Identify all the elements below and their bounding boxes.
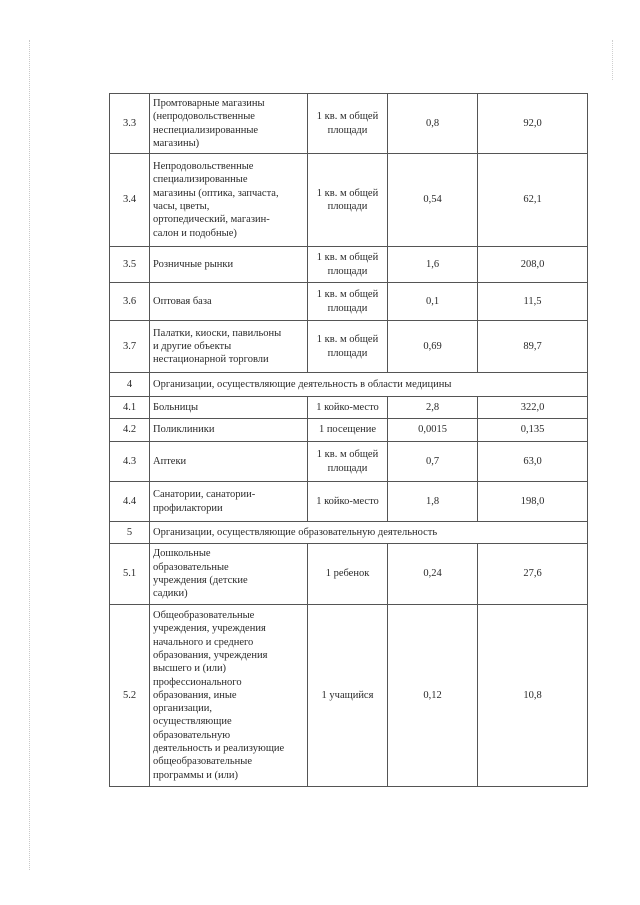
- section-title: Организации, осуществляющие деятельность в области медицины: [150, 373, 588, 397]
- unit-of-measure: 1 койко-место: [308, 397, 388, 419]
- table-row: [110, 544, 588, 605]
- table-row: [110, 94, 588, 154]
- unit-of-measure: 1 кв. м общей площади: [308, 321, 388, 373]
- row-number: 3.6: [110, 283, 150, 321]
- object-name: Санатории, санатории- профилактории: [150, 482, 308, 522]
- annual-value: 63,0: [478, 442, 588, 482]
- unit-of-measure: 1 койко-место: [308, 482, 388, 522]
- annual-value: 89,7: [478, 321, 588, 373]
- unit-of-measure: 1 учащийся: [308, 605, 388, 787]
- section-number: 4: [110, 373, 150, 397]
- table-row: [110, 605, 588, 787]
- row-number: 5.2: [110, 605, 150, 787]
- annual-value: 27,6: [478, 544, 588, 605]
- annual-value: 0,135: [478, 419, 588, 442]
- row-number: 4.2: [110, 419, 150, 442]
- annual-value: 322,0: [478, 397, 588, 419]
- section-title: Организации, осуществляющие образовательную деятельность: [150, 522, 588, 544]
- norm-value: 0,8: [388, 94, 478, 154]
- annual-value: 198,0: [478, 482, 588, 522]
- section-number: 5: [110, 522, 150, 544]
- annual-value: 208,0: [478, 247, 588, 283]
- row-number: 3.3: [110, 94, 150, 154]
- norm-value: 0,7: [388, 442, 478, 482]
- norm-value: 0,69: [388, 321, 478, 373]
- section-row: [110, 373, 588, 397]
- object-name: Промтоварные магазины (непродовольственные неспециализированные магазины): [150, 94, 308, 154]
- row-number: 3.7: [110, 321, 150, 373]
- page-right-edge: [612, 40, 613, 80]
- norm-value: 0,1: [388, 283, 478, 321]
- table-row: [110, 442, 588, 482]
- table-row: [110, 321, 588, 373]
- object-name: Больницы: [150, 397, 308, 419]
- table-row: [110, 419, 588, 442]
- object-name: Оптовая база: [150, 283, 308, 321]
- norm-value: 1,6: [388, 247, 478, 283]
- unit-of-measure: 1 кв. м общей площади: [308, 283, 388, 321]
- object-name: Непродовольственные специализированные магазины (оптика, запчаста, часы, цветы, ортопедический, магазин- салон и подобные): [150, 154, 308, 247]
- row-number: 3.4: [110, 154, 150, 247]
- norm-value: 2,8: [388, 397, 478, 419]
- object-name: Палатки, киоски, павильоны и другие объекты нестационарной торговли: [150, 321, 308, 373]
- row-number: 4.3: [110, 442, 150, 482]
- unit-of-measure: 1 ребенок: [308, 544, 388, 605]
- norms-table: [109, 93, 588, 787]
- row-number: 4.4: [110, 482, 150, 522]
- table-row: [110, 247, 588, 283]
- table-row: [110, 283, 588, 321]
- table-row: [110, 482, 588, 522]
- table-row: [110, 397, 588, 419]
- norm-value: 0,24: [388, 544, 478, 605]
- unit-of-measure: 1 кв. м общей площади: [308, 154, 388, 247]
- object-name: Дошкольные образовательные учреждения (детские садики): [150, 544, 308, 605]
- row-number: 5.1: [110, 544, 150, 605]
- unit-of-measure: 1 кв. м общей площади: [308, 247, 388, 283]
- row-number: 3.5: [110, 247, 150, 283]
- norm-value: 1,8: [388, 482, 478, 522]
- annual-value: 92,0: [478, 94, 588, 154]
- section-row: [110, 522, 588, 544]
- annual-value: 11,5: [478, 283, 588, 321]
- unit-of-measure: 1 кв. м общей площади: [308, 94, 388, 154]
- annual-value: 62,1: [478, 154, 588, 247]
- object-name: Розничные рынки: [150, 247, 308, 283]
- table-row: [110, 154, 588, 247]
- object-name: Общеобразовательные учреждения, учреждения начального и среднего образования, учреждения высшего и (или) профессионального образования, иные организации, осуществляющие образовательную деятельность и реализующие общеобразовательные программы и (или): [150, 605, 308, 787]
- unit-of-measure: 1 посещение: [308, 419, 388, 442]
- object-name: Поликлиники: [150, 419, 308, 442]
- object-name: Аптеки: [150, 442, 308, 482]
- norm-value: 0,0015: [388, 419, 478, 442]
- unit-of-measure: 1 кв. м общей площади: [308, 442, 388, 482]
- annual-value: 10,8: [478, 605, 588, 787]
- row-number: 4.1: [110, 397, 150, 419]
- norm-value: 0,54: [388, 154, 478, 247]
- norm-value: 0,12: [388, 605, 478, 787]
- page-left-edge: [29, 40, 30, 870]
